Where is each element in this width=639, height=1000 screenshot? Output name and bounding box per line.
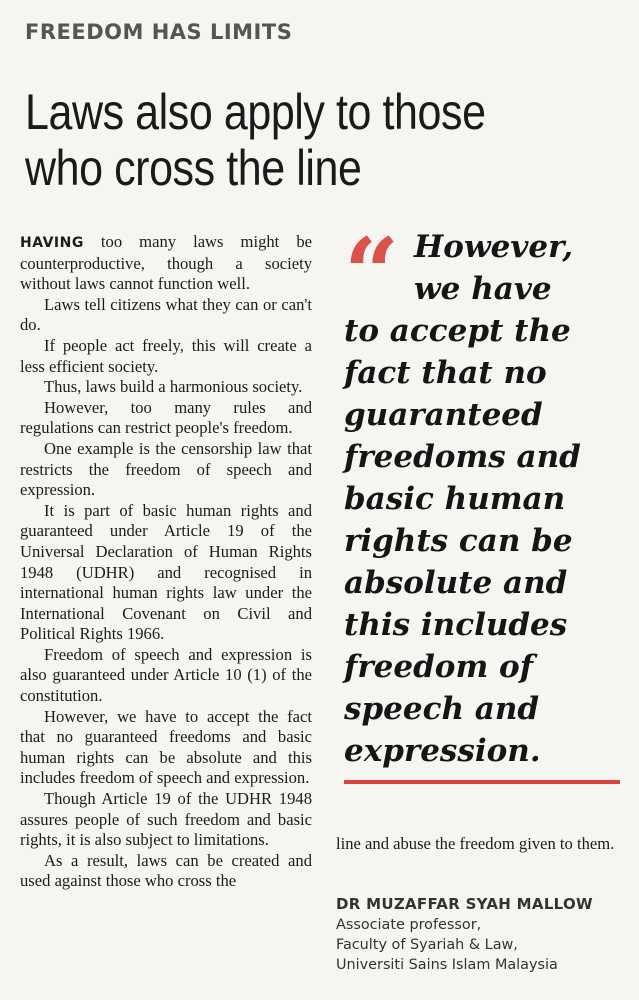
paragraph: Laws tell citizens what they can or can't do. [20,294,312,335]
article-body-left-column [20,232,312,892]
headline-line-1: Laws also apply to those [25,84,486,140]
quote-mark-icon: “ [344,217,400,330]
author-university: Universiti Sains Islam Malaysia [336,957,558,973]
pull-quote-line-1: However, [414,229,573,265]
section-kicker: FREEDOM HAS LIMITS [25,20,293,44]
paragraph: If people act freely, this will create a less efficient society. [20,335,312,376]
paragraph: It is part of basic human rights and guaranteed under Article 19 of the Universal Declaration of Human Rights 1948 (UDHR) and recognised in international human rights law under the International Covenant on Civil and Political Rights 1966. [20,500,312,644]
headline [25,84,541,196]
paragraph [20,232,312,295]
lead-word: HAVING [20,235,84,251]
byline [336,895,632,975]
headline-line-2: who cross the line [25,140,362,196]
paragraph: Though Article 19 of the UDHR 1948 assures people of such freedom and basic rights, it is also subject to limitations. [20,789,312,850]
paragraph-text: too many laws might be counterproductive, though a society without laws cannot function well. [20,232,312,294]
pull-quote [344,217,634,772]
paragraph: As a result, laws can be created and used against those who cross the [20,850,312,891]
article-continuation: line and abuse the freedom given to them. [336,834,615,853]
paragraph: Freedom of speech and expression is also guaranteed under Article 10 (1) of the constitution. [20,644,312,706]
pull-quote-divider [344,780,620,784]
paragraph: However, too many rules and regulations can restrict people's freedom. [20,397,312,438]
pull-quote-line-2: we have [414,271,552,307]
author-title: Associate professor, [336,917,482,933]
paragraph: However, we have to accept the fact that no guaranteed freedoms and basic human rights can be absolute and this includes freedom of speech and expression. [20,706,312,788]
paragraph: One example is the censorship law that restricts the freedom of speech and expression. [20,438,312,500]
paragraph: Thus, laws build a harmonious society. [44,377,303,397]
author-name: DR MUZAFFAR SYAH MALLOW [336,895,593,913]
pull-quote-rest: to accept the fact that no guaranteed freedoms and basic human rights can be absolute and this includes freedom of speech and expression. [344,313,581,769]
author-faculty: Faculty of Syariah & Law, [336,937,518,953]
